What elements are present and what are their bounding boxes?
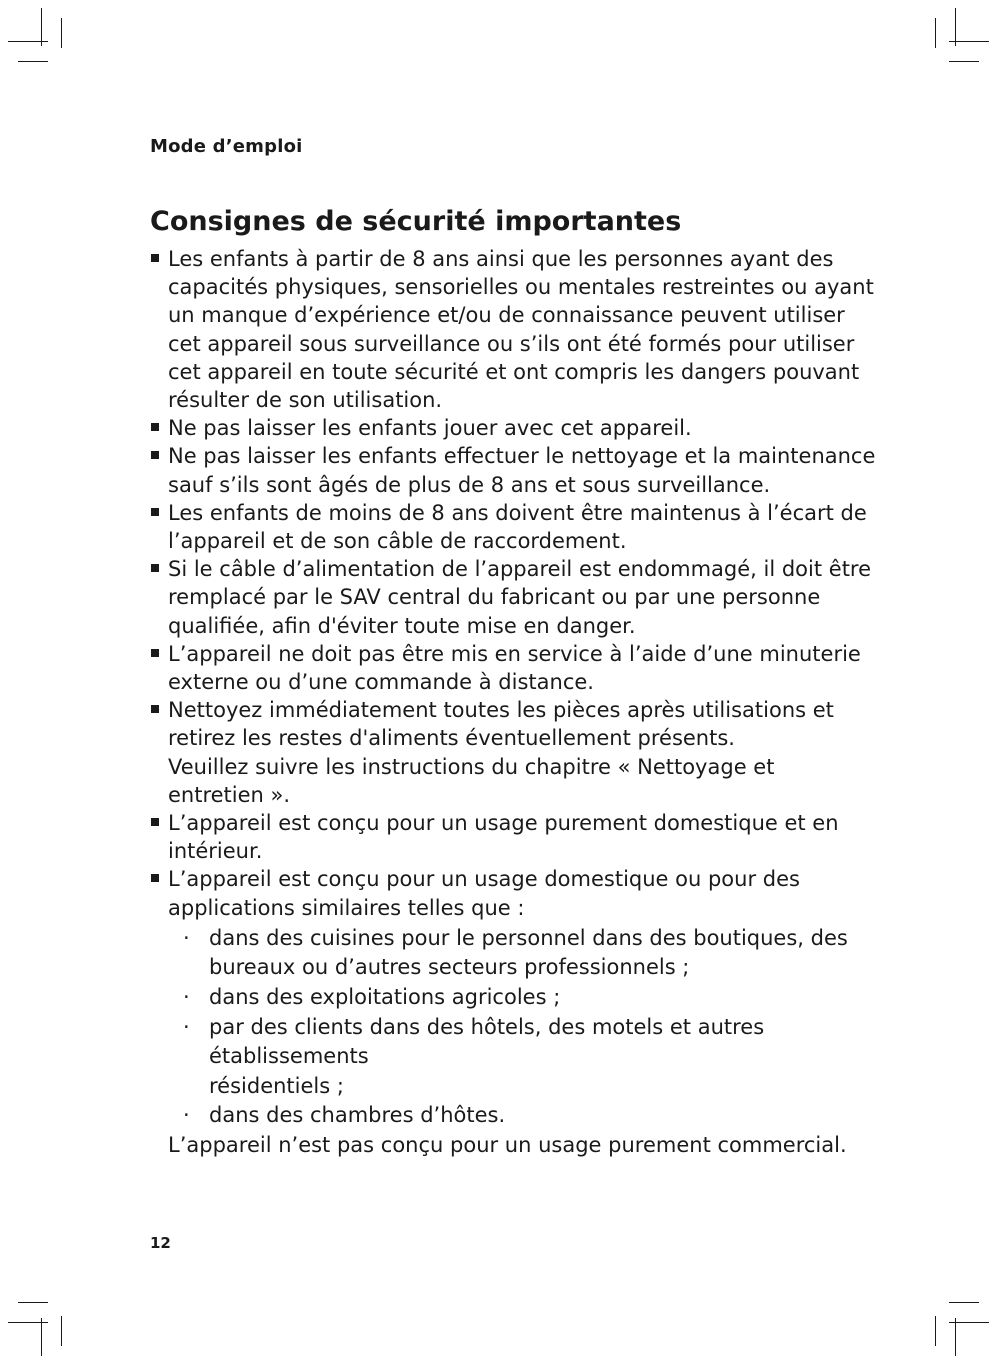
- bullet-text-line: cet appareil sous surveillance ou s’ils ont été formés pour utiliser: [168, 331, 855, 356]
- bullet-text-line: Nettoyez immédiatement toutes les pièces après utilisations et: [168, 698, 834, 723]
- square-bullet-icon: [151, 451, 159, 459]
- bullet-text-line: Les enfants à partir de 8 ans ainsi que les personnes ayant des: [168, 247, 834, 271]
- bullet-text-line: Veuillez suivre les instructions du chapitre « Nettoyage et: [168, 754, 775, 779]
- sub-item-text-line: par des clients dans des hôtels, des motels et autres établissements: [209, 1014, 765, 1069]
- bullet-text-line: retirez les restes d'aliments éventuellement présents.: [168, 726, 735, 751]
- crop-mark: [61, 18, 62, 48]
- bullet-text-line: externe ou d’une commande à distance.: [168, 670, 594, 695]
- safety-bullet: [150, 865, 885, 1131]
- usage-sub-item: [168, 1013, 885, 1102]
- crop-mark: [955, 1318, 956, 1356]
- crop-mark: [8, 1322, 48, 1323]
- crop-mark: [8, 41, 48, 42]
- safety-bullet: [150, 696, 885, 809]
- usage-sub-item: [168, 1101, 885, 1131]
- crop-mark: [935, 1316, 936, 1346]
- safety-bullet: [150, 809, 885, 865]
- sub-item-text-line: dans des cuisines pour le personnel dans des boutiques, des: [209, 925, 848, 950]
- dot-bullet-icon: ·: [183, 1103, 190, 1128]
- bullet-text-line: résulter de son utilisation.: [168, 388, 443, 413]
- sub-item-text-line: dans des exploitations agricoles ;: [209, 985, 561, 1010]
- crop-mark: [61, 1316, 62, 1346]
- bullet-text-line: Ne pas laisser les enfants effectuer le nettoyage et la maintenance: [168, 444, 876, 469]
- bullet-text-line: sauf s’ils sont âgés de plus de 8 ans et sous surveillance.: [168, 472, 771, 497]
- square-bullet-icon: [151, 705, 159, 713]
- dot-bullet-icon: ·: [183, 985, 190, 1010]
- bullet-text-line: l’appareil et de son câble de raccordement.: [168, 529, 627, 554]
- square-bullet-icon: [151, 874, 159, 882]
- sub-item-text-line: résidentiels ;: [209, 1073, 344, 1098]
- square-bullet-icon: [151, 423, 159, 431]
- crop-mark: [18, 1302, 48, 1303]
- square-bullet-icon: [151, 818, 159, 826]
- bullet-text-line: intérieur.: [168, 839, 263, 864]
- usage-sub-item: [168, 983, 885, 1013]
- bullet-text-line: cet appareil en toute sécurité et ont compris les dangers pouvant: [168, 359, 860, 384]
- crop-mark: [41, 1318, 42, 1356]
- square-bullet-icon: [151, 649, 159, 657]
- running-head: Mode d’emploi: [150, 136, 303, 157]
- bullet-text-line: L’appareil ne doit pas être mis en service à l’aide d’une minuterie: [168, 641, 861, 666]
- usage-sub-list: [168, 924, 885, 1131]
- square-bullet-icon: [151, 508, 159, 516]
- crop-mark: [949, 1302, 979, 1303]
- safety-content: [150, 245, 885, 1159]
- bullet-text-line: Les enfants de moins de 8 ans doivent être maintenus à l’écart de: [168, 500, 867, 525]
- sub-item-text-line: dans des chambres d’hôtes.: [209, 1103, 506, 1128]
- bullet-text-line: Ne pas laisser les enfants jouer avec cet appareil.: [168, 416, 692, 441]
- crop-mark: [18, 61, 48, 62]
- bullet-text-line: entretien ».: [168, 782, 291, 807]
- bullet-text-line: L’appareil est conçu pour un usage domestique ou pour des: [168, 867, 800, 892]
- sub-item-text-line: bureaux ou d’autres secteurs professionnels ;: [209, 955, 690, 980]
- square-bullet-icon: [151, 254, 159, 262]
- bullet-text-line: L’appareil est conçu pour un usage purement domestique et en: [168, 811, 839, 836]
- square-bullet-icon: [151, 564, 159, 572]
- bullet-text-line: applications similaires telles que :: [168, 895, 525, 920]
- safety-bullet: [150, 245, 885, 414]
- safety-bullet: [150, 414, 885, 442]
- bullet-text-line: remplacé par le SAV central du fabricant ou par une personne: [168, 585, 821, 610]
- safety-bullet: [150, 442, 885, 498]
- bullet-text-line: un manque d’expérience et/ou de connaissance peuvent utiliser: [168, 303, 845, 328]
- safety-bullet: [150, 499, 885, 555]
- dot-bullet-icon: ·: [183, 1014, 190, 1039]
- safety-bullet-list: [150, 245, 885, 1131]
- bullet-text-line: qualifiée, afin d'éviter toute mise en danger.: [168, 613, 636, 638]
- crop-mark: [41, 8, 42, 46]
- page-title: Consignes de sécurité importantes: [150, 206, 682, 237]
- bullet-text-line: Si le câble d’alimentation de l’appareil est endommagé, il doit être: [168, 557, 872, 582]
- dot-bullet-icon: ·: [183, 925, 190, 950]
- crop-mark: [955, 8, 956, 46]
- page-number: 12: [150, 1234, 171, 1252]
- closing-note: L’appareil n’est pas conçu pour un usage purement commercial.: [168, 1133, 847, 1158]
- safety-bullet: [150, 640, 885, 696]
- crop-mark: [949, 61, 979, 62]
- usage-sub-item: [168, 924, 885, 983]
- safety-bullet: [150, 555, 885, 640]
- crop-mark: [935, 18, 936, 48]
- bullet-text-line: capacités physiques, sensorielles ou mentales restreintes ou ayant: [168, 275, 874, 300]
